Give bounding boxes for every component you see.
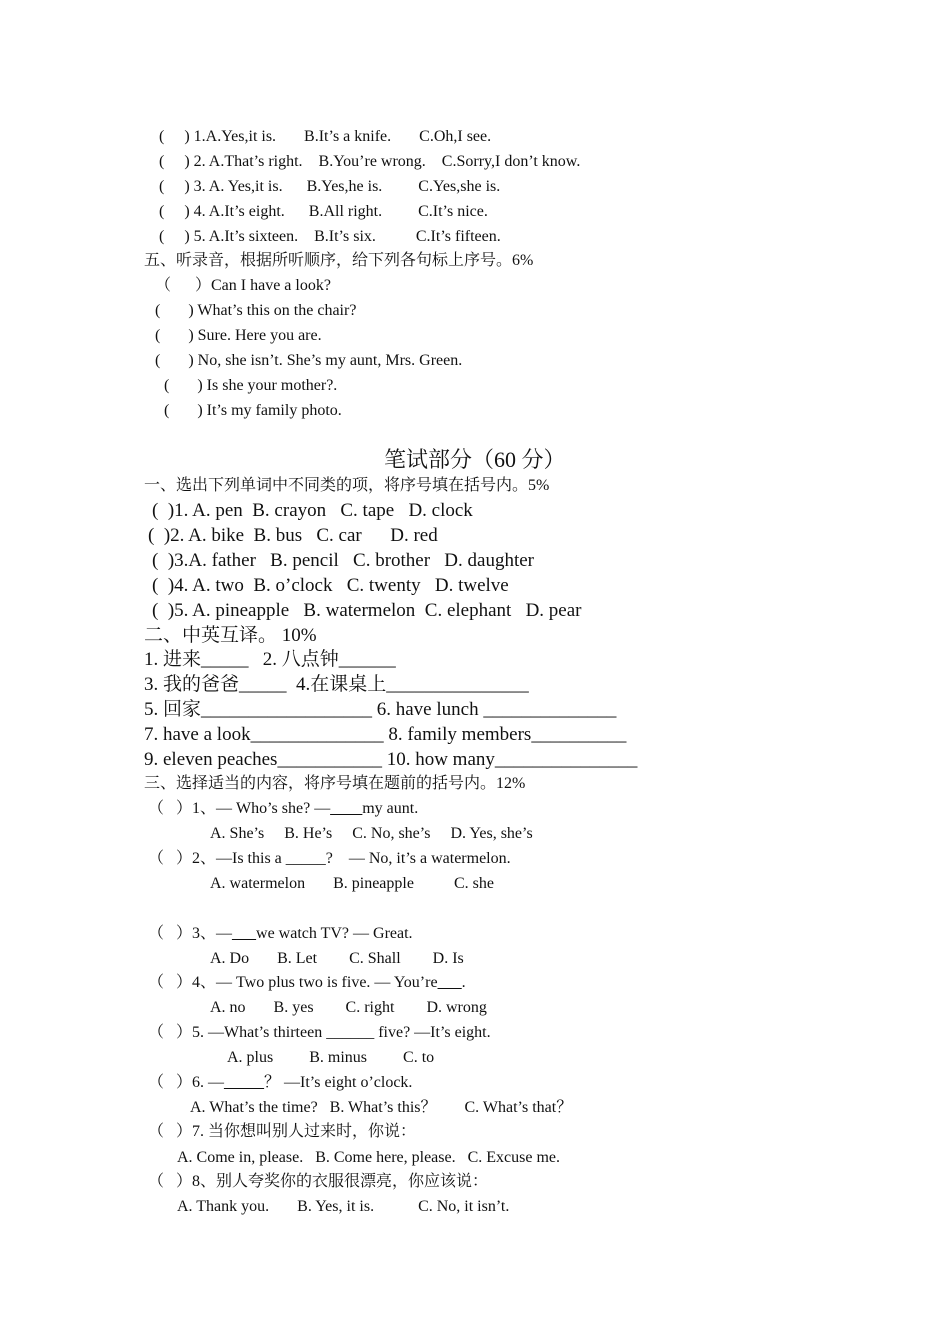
- part3-options: A. watermelon B. pineapple C. she: [210, 875, 494, 892]
- written-section-title: 笔试部分（60 分）: [384, 447, 566, 472]
- part1-item: ( )3.A. father B. pencil C. brother D. daughter: [152, 550, 535, 571]
- part3-title: 三、选择适当的内容，将序号填在题前的括号内。12%: [144, 775, 526, 792]
- section5-title: 五、听录音，根据所听顺序，给下列各句标上序号。6%: [144, 252, 534, 269]
- part2-row: 7. have a look______________ 8. family members__________: [144, 724, 627, 745]
- listening-item-5: ( ) 5. A.It’s sixteen. B.It’s six. C.It’s fifteen.: [159, 228, 501, 245]
- part1-item: ( )1. A. pen B. crayon C. tape D. clock: [152, 500, 473, 521]
- part3-question: （ ）1、— Who’s she? —____my aunt.: [148, 800, 419, 817]
- section5-item: （ ）Can I have a look?: [155, 277, 331, 294]
- part3-options: A. She’s B. He’s C. No, she’s D. Yes, she’s: [210, 825, 533, 842]
- part1-item: ( )5. A. pineapple B. watermelon C. elephant D. pear: [152, 600, 582, 621]
- part3-question: （ ）8、别人夸奖你的衣服很漂亮，你应该说：: [148, 1173, 489, 1190]
- section5-item: ( ) No, she isn’t. She’s my aunt, Mrs. Green.: [155, 352, 463, 369]
- part3-options: A. What’s the time? B. What’s this？ C. What’s that？: [190, 1099, 573, 1116]
- part3-options: A. no B. yes C. right D. wrong: [210, 999, 487, 1016]
- part2-title: 二、中英互译。 10%: [144, 625, 317, 646]
- part3-question: （ ）7. 当你想叫别人过来时，你说：: [148, 1123, 417, 1140]
- part3-question: （ ）4、— Two plus two is five. — You’re___.: [148, 974, 466, 991]
- listening-item-1: ( ) 1.A.Yes,it is. B.It’s a knife. C.Oh,I see.: [159, 128, 492, 145]
- listening-item-4: ( ) 4. A.It’s eight. B.All right. C.It’s nice.: [159, 203, 488, 220]
- section5-item: ( ) It’s my family photo.: [164, 402, 342, 419]
- section5-item: ( ) Is she your mother?.: [164, 377, 338, 394]
- part3-question: （ ）5. —What’s thirteen ______ five? —It’s eight.: [148, 1024, 491, 1041]
- part2-row: 9. eleven peaches___________ 10. how many_______________: [144, 749, 638, 770]
- listening-item-3: ( ) 3. A. Yes,it is. B.Yes,he is. C.Yes,she is.: [159, 178, 501, 195]
- part3-question: （ ）2、—Is this a _____? — No, it’s a watermelon.: [148, 850, 511, 867]
- part3-options: A. plus B. minus C. to: [227, 1049, 435, 1066]
- section5-item: ( ) What’s this on the chair?: [155, 302, 357, 319]
- part3-options: A. Do B. Let C. Shall D. Is: [210, 950, 464, 967]
- section5-item: ( ) Sure. Here you are.: [155, 327, 322, 344]
- part1-item: ( )2. A. bike B. bus C. car D. red: [148, 525, 438, 546]
- part2-row: 1. 进来_____ 2. 八点钟______: [144, 649, 396, 670]
- listening-item-2: ( ) 2. A.That’s right. B.You’re wrong. C.Sorry,I don’t know.: [159, 153, 581, 170]
- part3-question: （ ）3、—___we watch TV? — Great.: [148, 925, 413, 942]
- part1-title: 一、选出下列单词中不同类的项，将序号填在括号内。5%: [144, 477, 550, 494]
- part3-options: A. Come in, please. B. Come here, please. C. Excuse me.: [177, 1149, 561, 1166]
- part3-question: （ ）6. —_____？ —It’s eight o’clock.: [148, 1074, 413, 1091]
- part2-row: 3. 我的爸爸_____ 4.在课桌上_______________: [144, 674, 529, 695]
- part2-row: 5. 回家__________________ 6. have lunch ______________: [144, 699, 617, 720]
- part1-item: ( )4. A. two B. o’clock C. twenty D. twelve: [152, 575, 509, 596]
- part3-options: A. Thank you. B. Yes, it is. C. No, it isn’t.: [177, 1198, 510, 1215]
